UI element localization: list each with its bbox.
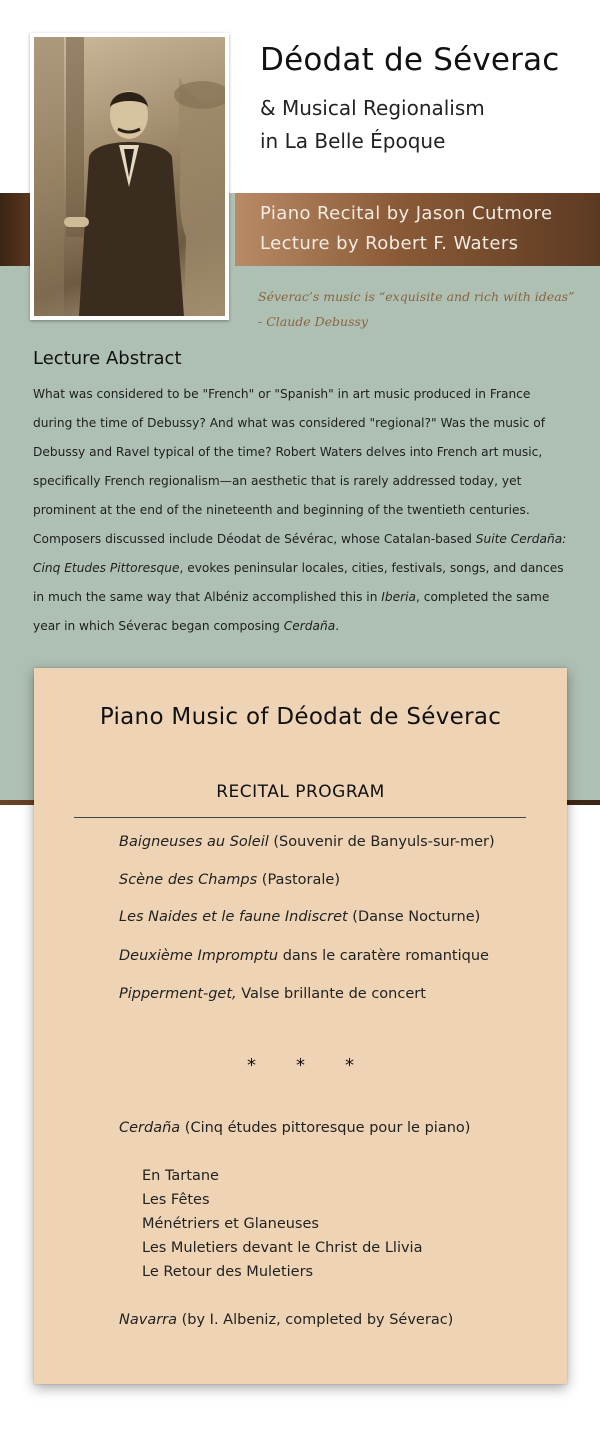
banner-left-accent (0, 193, 30, 266)
program-item-work: Cerdaña (119, 1120, 181, 1136)
portrait-image (34, 37, 225, 316)
program-item-detail: (Souvenir de Banyuls-sur-mer) (268, 834, 495, 850)
quote-attribution: - Claude Debussy (258, 314, 368, 329)
program-item-work: Navarra (119, 1312, 178, 1328)
movement-item: Ménétriers et Glaneuses (142, 1216, 319, 1232)
program-item (119, 834, 495, 850)
program-item-navarra (119, 1312, 453, 1328)
program-item-work: Baigneuses au Soleil (119, 834, 269, 850)
abstract-work-suite: Suite Cerdaña: Cinq Etudes Pittoresque (33, 532, 567, 575)
program-item-detail: Valse brillante de concert (236, 986, 426, 1002)
subtitle-line-1: & Musical Regionalism (260, 96, 485, 120)
program-item (119, 986, 426, 1002)
program-item (119, 909, 480, 925)
program-item-detail: (Danse Nocturne) (347, 909, 481, 925)
program-item-detail: (Cinq études pittoresque pour le piano) (180, 1120, 471, 1136)
banner-lecture-line: Lecture by Robert F. Waters (260, 233, 519, 254)
movement-item: Les Muletiers devant le Christ de Llivia (142, 1240, 423, 1256)
abstract-body (33, 380, 573, 641)
program-item (119, 872, 340, 888)
program-item-detail: (by I. Albeniz, completed by Séverac) (177, 1312, 454, 1328)
abstract-text-3: , completed the same year in which Séverac began composing (33, 590, 550, 633)
program-item-work: Scène des Champs (119, 872, 258, 888)
program-item-detail: (Pastorale) (257, 872, 341, 888)
page-title: Déodat de Séverac (260, 42, 560, 78)
debussy-quote: Séverac’s music is “exquisite and rich with ideas” (258, 289, 575, 304)
movement-item: En Tartane (142, 1168, 219, 1184)
program-item-work: Deuxième Impromptu (119, 948, 279, 964)
recital-program-heading: RECITAL PROGRAM (216, 782, 385, 802)
portrait-photo (30, 33, 229, 320)
separator-star: * (345, 1055, 354, 1076)
program-item-cerdana (119, 1120, 470, 1136)
movement-item: Les Fêtes (142, 1192, 210, 1208)
abstract-heading: Lecture Abstract (33, 348, 182, 369)
abstract-text-1: What was considered to be "French" or "Spanish" in art music produced in France during the time of Debussy? And what was considered "regional?" Was the music of Debussy and Ravel typical of the time? Robert Waters delves into French art music, specifically French regionalism—an aesthetic that is rarely addressed today, yet prominent at the end of the nineteenth and beginning of the twentieth centuries. Composers discussed include Déodat de Sévérac, whose Catalan-based (33, 387, 545, 546)
program-rule (74, 817, 526, 818)
program-item-work: Pipperment-get, (119, 986, 237, 1002)
movement-item: Le Retour des Muletiers (142, 1264, 314, 1280)
abstract-work-iberia: Iberia (381, 590, 416, 604)
banner-recital-line: Piano Recital by Jason Cutmore (260, 203, 553, 224)
abstract-work-cerdana: Cerdaña (283, 619, 336, 633)
subtitle-line-2: in La Belle Époque (260, 129, 446, 153)
abstract-text-2: , evokes peninsular locales, cities, festivals, songs, and dances in much the same way that Albéniz accomplished this in (33, 561, 564, 604)
program-item (119, 948, 489, 964)
program-card (34, 668, 567, 1384)
section-separator-stars (34, 1055, 567, 1076)
program-item-work: Les Naides et le faune Indiscret (119, 909, 348, 925)
program-card-title: Piano Music of Déodat de Séverac (99, 704, 502, 730)
abstract-text-4: . (335, 619, 340, 633)
separator-star: * (247, 1055, 256, 1076)
separator-star: * (296, 1055, 305, 1076)
program-item-detail: dans le caratère romantique (278, 948, 489, 964)
